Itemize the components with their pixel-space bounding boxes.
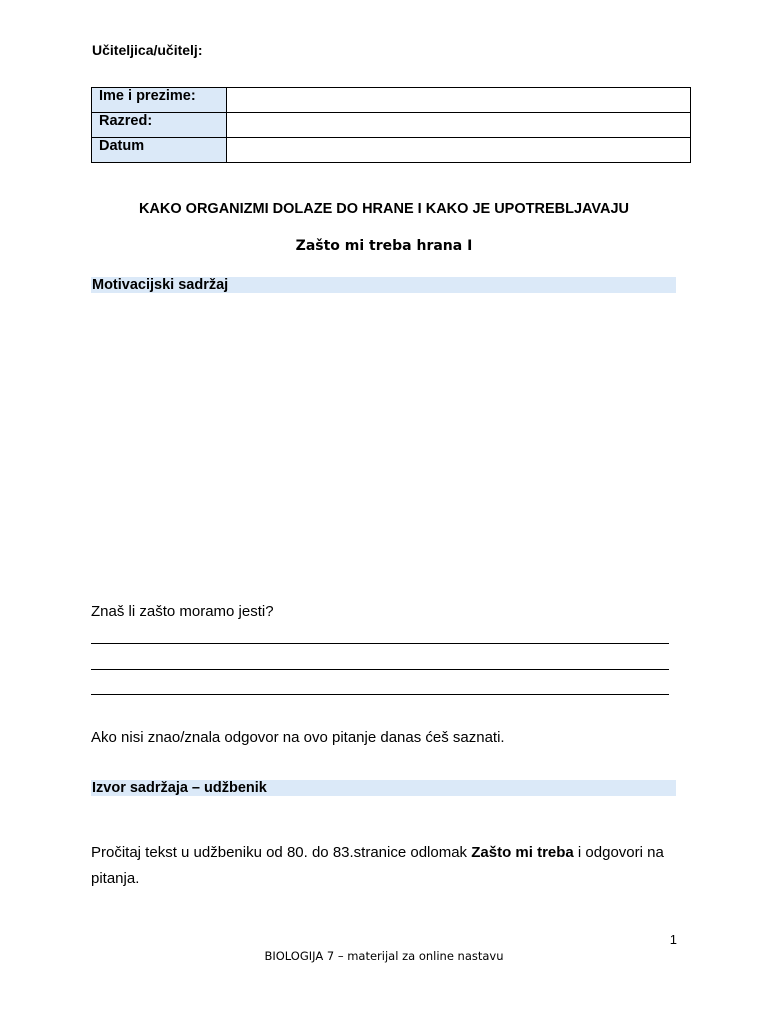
- table-row: [92, 113, 691, 138]
- section-heading-source: [91, 780, 676, 796]
- name-field[interactable]: [227, 88, 691, 113]
- instruction-text: [91, 840, 681, 892]
- instruction-part-1: Pročitaj tekst u udžbeniku od 80. do 83.stranice odlomak: [91, 844, 472, 861]
- instruction-bold: Zašto mi treba: [471, 844, 574, 861]
- document-title: KAKO ORGANIZMI DOLAZE DO HRANE I KAKO JE UPOTREBLJAVAJU: [138, 201, 630, 217]
- page-number: 1: [669, 932, 677, 947]
- question-text: Znaš li zašto moramo jesti?: [91, 603, 274, 620]
- answer-line[interactable]: [91, 643, 669, 644]
- class-label: Razred:: [92, 113, 227, 138]
- table-row: [92, 88, 691, 113]
- date-field[interactable]: [227, 138, 691, 163]
- table-row: [92, 138, 691, 163]
- section-heading-label: Izvor sadržaja – udžbenik: [92, 780, 267, 796]
- note-text: Ako nisi znao/znala odgovor na ovo pitanje danas ćeš saznati.: [91, 729, 505, 746]
- student-info-table: [91, 87, 691, 163]
- section-heading-motivation: [91, 277, 676, 293]
- section-heading-label: Motivacijski sadržaj: [92, 277, 229, 293]
- answer-line[interactable]: [91, 694, 669, 695]
- teacher-label: Učiteljica/učitelj:: [92, 42, 203, 58]
- footer-text: BIOLOGIJA 7 – materijal za online nastavu: [264, 949, 504, 963]
- date-label: Datum: [92, 138, 227, 163]
- name-label: Ime i prezime:: [92, 88, 227, 113]
- class-field[interactable]: [227, 113, 691, 138]
- lesson-subtitle: Zašto mi treba hrana I: [295, 238, 473, 254]
- answer-line[interactable]: [91, 669, 669, 670]
- instruction-part-2: i odgovori na pitanja.: [91, 844, 664, 887]
